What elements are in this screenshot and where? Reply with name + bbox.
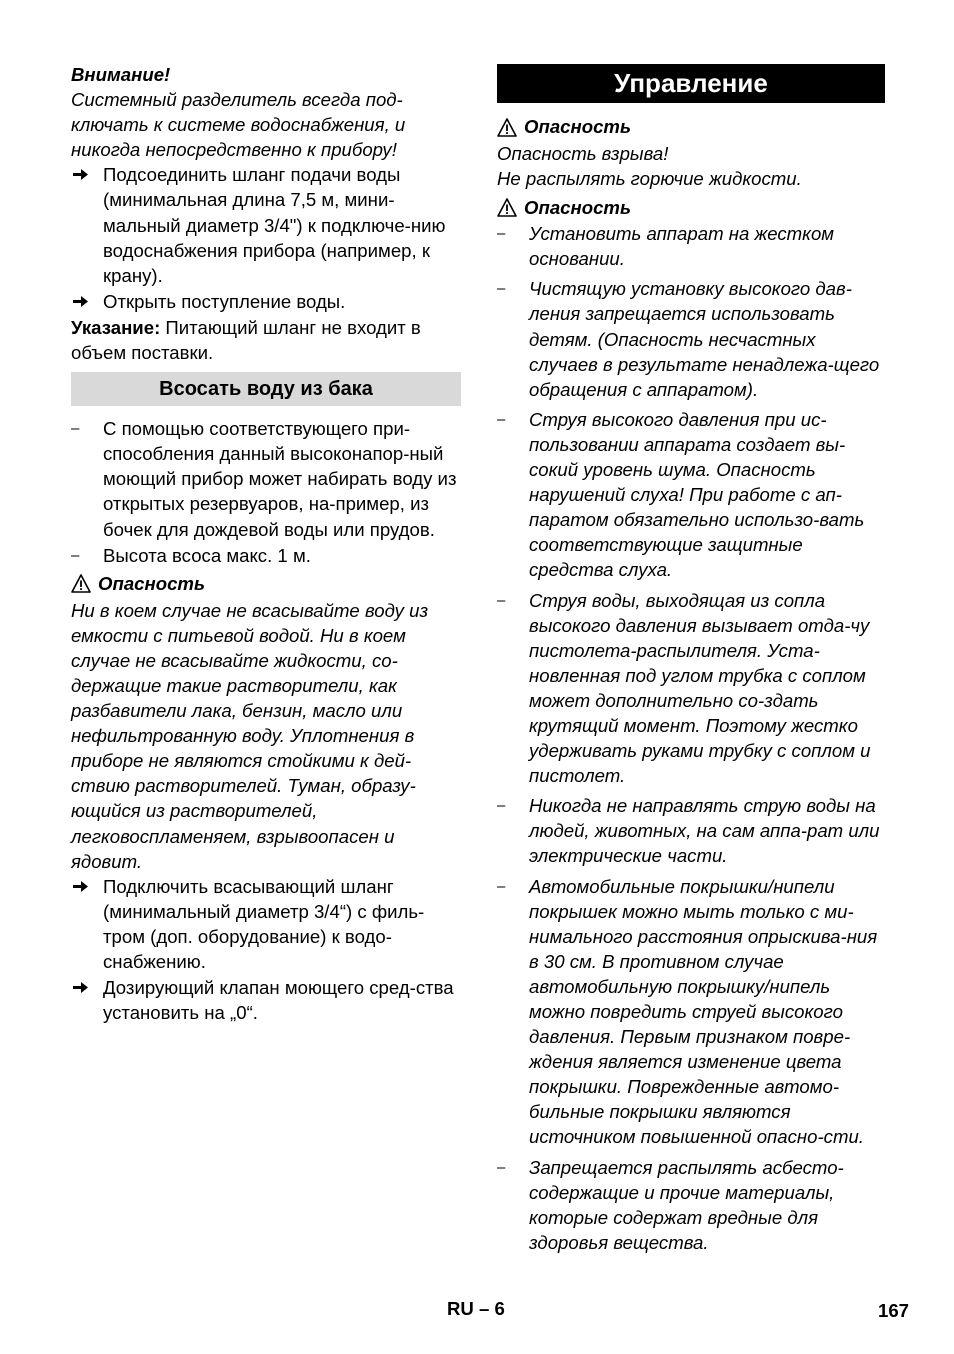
step-item [71, 289, 461, 314]
list-item-text: С помощью соответствующего при-способления данный высоконапор-ный моющий прибор может набирать воду из открытых резервуаров, на-пример, из бочек для дождевой воды или прудов. [103, 418, 457, 540]
list-item-text: Запрещается распылять асбесто-содержащие и прочие материалы, которые содержат вредные для здоровья вещества. [529, 1156, 844, 1253]
danger-heading [71, 570, 461, 598]
section-heading-operation: Управление [497, 64, 885, 103]
arrow-right-icon [71, 874, 89, 899]
danger-text-line: Не распылять горючие жидкости. [497, 168, 802, 190]
dash-marker: – [71, 420, 80, 438]
dash-marker: – [497, 410, 506, 428]
list-item-text: Установить аппарат на жестком основании. [529, 223, 835, 270]
list-item [497, 793, 885, 868]
step-text: Дозирующий клапан моющего сред-ства установить на „0“. [103, 977, 454, 1024]
list-item [497, 276, 885, 401]
section-heading-suction: Всосать воду из бака [71, 372, 461, 406]
dash-marker: – [497, 280, 506, 298]
danger-title: Опасность [524, 116, 632, 138]
dash-marker: – [497, 591, 506, 609]
list-item-text: Чистящую установку высокого дав-ления запрещается использовать детям. (Опасность несчастных случаев в результате ненадлежа-щего обращения с аппаратом). [529, 278, 880, 400]
dash-marker: – [497, 1158, 506, 1176]
right-column [497, 62, 885, 1256]
arrow-right-icon [71, 289, 89, 314]
arrow-right-icon [71, 975, 89, 1000]
page-number: 167 [878, 1300, 910, 1321]
step-item [71, 874, 461, 974]
note-text: Питающий шланг не входит в объем поставки. [71, 316, 421, 364]
warning-triangle-icon [71, 574, 91, 593]
danger-title: Опасность [524, 196, 632, 218]
list-item [497, 407, 885, 583]
left-column [71, 62, 461, 1026]
note [71, 315, 461, 365]
list-item [497, 588, 885, 789]
attention-title: Внимание! [71, 64, 171, 85]
list-item [71, 543, 461, 568]
warning-triangle-icon [497, 118, 517, 137]
dash-marker: – [71, 546, 80, 564]
list-item [497, 1155, 885, 1255]
danger-text-line: Опасность взрыва! [497, 143, 669, 164]
attention-text: Системный разделитель всегда под-ключать к системе водоснабжения, и никогда непосредственно к прибору! [71, 89, 406, 161]
list-item-text: Струя высокого давления при ис-пользовании аппарата создает вы-сокий уровень шума. Опасность нарушений слуха! При работе с ап-паратом обязательно использо-вать соответствующие защитные средства слуха. [529, 408, 865, 581]
dash-marker: – [497, 797, 506, 815]
step-item [71, 975, 461, 1025]
list-item-text: Автомобильные покрышки/нипели покрышек можно мыть только с ми-нимального расстояния опрыскива-ния в 30 см. В противном случае автомобильную покрышку/нипель можно повредить струей высокого давления. Первым признаком повре-ждения является изменение цвета покрышки. Поврежденные автомо-бильные покрышки являются источником повышенной опасно-сти. [529, 875, 878, 1148]
danger-heading [497, 193, 885, 221]
dash-marker: – [497, 877, 506, 895]
list-item [71, 416, 461, 541]
list-item-text: Высота всоса макс. 1 м. [103, 544, 311, 566]
footer-section-label: RU – 6 [447, 1298, 505, 1319]
step-text: Подключить всасывающий шланг (минимальный диаметр 3/4“) с филь-тром (доп. оборудование) к водо-снабжению. [103, 875, 425, 972]
step-item [71, 162, 461, 287]
danger-title: Опасность [98, 573, 206, 595]
danger-heading [497, 113, 885, 141]
dash-marker: – [497, 225, 506, 243]
list-item [497, 221, 885, 271]
list-item-text: Никогда не направлять струю воды на людей, животных, на сам аппа-рат или электрические части. [529, 795, 880, 867]
danger-text: Ни в коем случае не всасывайте воду из емкости с питьевой водой. Ни в коем случае не всасывайте жидкости, со-держащие такие растворители, как разбавители лака, бензин, масло или нефильтрованную воду. Уплотнения в приборе не являются стойкими к дей-ствию растворителей. Туман, образу-ющийся из растворителей, легковоспламеняем, взрывоопасен и ядовит. [71, 599, 429, 872]
arrow-right-icon [71, 162, 89, 187]
list-item [497, 874, 885, 1150]
step-text: Подсоединить шланг подачи воды (минимальная длина 7,5 м, мини-мальный диаметр 3/4") к подключе-нию водоснабжения прибора (например, к крану). [103, 164, 446, 286]
note-label: Указание: [71, 316, 161, 338]
list-item-text: Струя воды, выходящая из сопла высокого давления вызывает отда-чу пистолета-распылителя. Уста-новленная под углом трубка с соплом может дополнительно со-здать крутящий момент. Поэтому жестко удерживать руками трубку с соплом и пистолет. [529, 589, 871, 787]
warning-triangle-icon [497, 198, 517, 217]
step-text: Открыть поступление воды. [103, 290, 346, 312]
